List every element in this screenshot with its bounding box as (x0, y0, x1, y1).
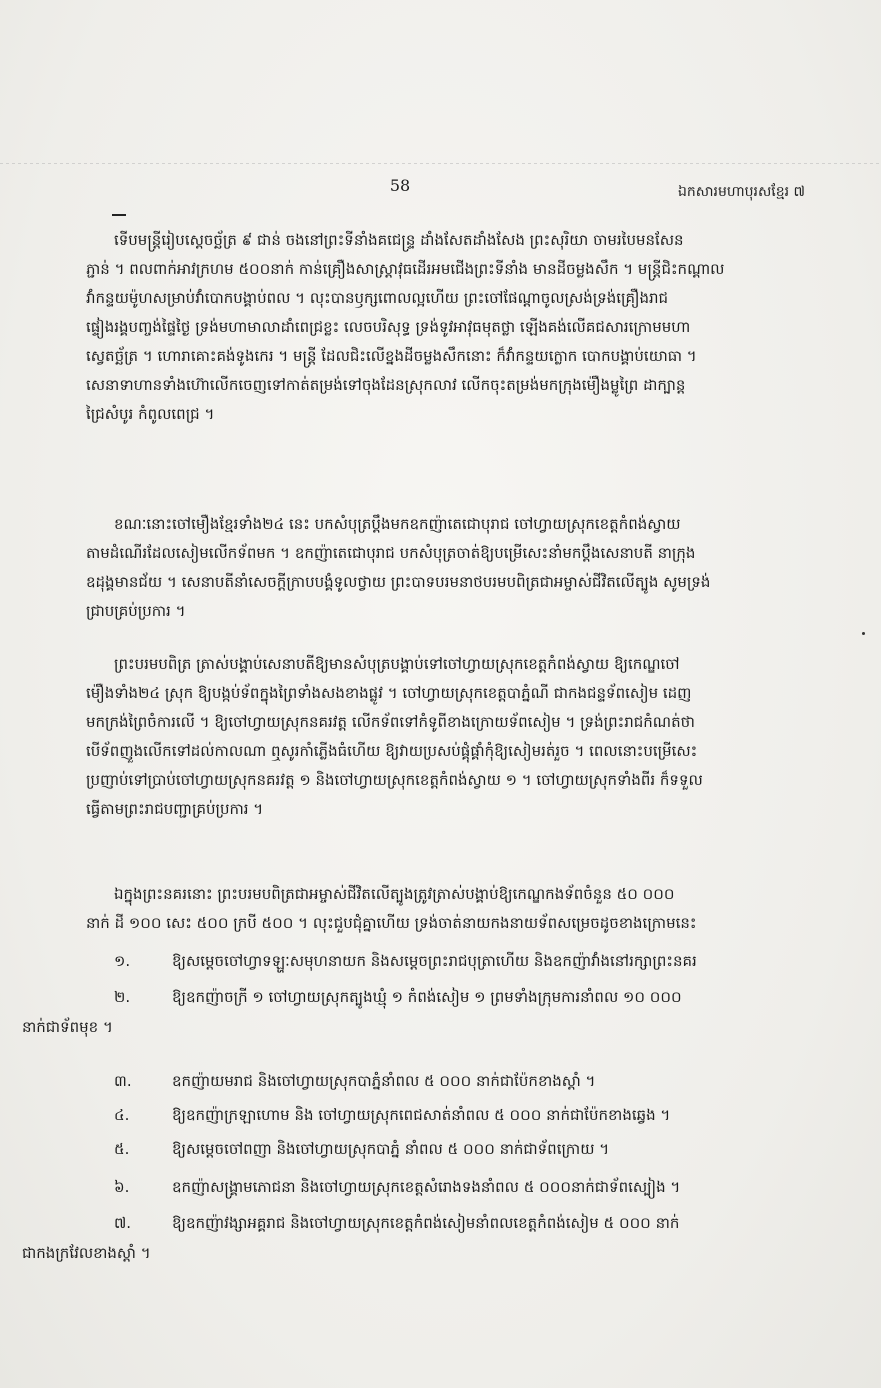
paragraph-line: សេនាទាហានទាំងហ៊ោលើកចេញទៅកាត់តម្រង់ទៅចុងដែនស្រុកលាវ លើកចុះតម្រង់មកក្រុងម៉ឿងម្លូព្រៃ ដាក្បាន្ត (86, 376, 686, 394)
paragraph-line: ឯក្នុងព្រះនគរនោះ ព្រះបរមបពិត្រជាអម្ចាស់ជីវិតលើត្បូងត្រូវត្រាស់បង្គាប់ឱ្យកេណ្ឌកងទ័ពចំនួន ៥០ ០០០ (114, 885, 675, 903)
list-text: ឱ្យសម្តេចចៅពញា និងចៅហ្វាយស្រុកបាភ្នំ នាំពល ៥ ០០០ នាក់ជាទ័ពក្រោយ ។ (172, 1140, 610, 1158)
paragraph-line: បើទ័ពញួងលើកទៅដល់កាលណា ឮសូរកាំភ្លើងធំហើយ ឱ្យវាយប្រសប់ផ្គុំផ្គាំកុំឱ្យសៀមរត់រួច ។ ពេលនោះបម្រើសេះ (86, 742, 698, 760)
list-item (22, 982, 750, 1042)
list-number: ៥. (114, 1140, 130, 1158)
paragraph-line: ភ្ជាន់ ។ ពលពាក់អាវក្រហម ៥០០នាក់ កាន់គ្រឿងសាស្ត្រាវុធដើរអមជើងព្រះទីនាំង មានដីចម្លងសឹក ។ មន្ត្រីជិះកណ្តាល (86, 260, 725, 278)
list-text: ឱ្យឧកញ៉ាក្រឡាហោម និង ចៅហ្វាយស្រុកពេជសាត់នាំពល ៥ ០០០ នាក់ជាប៉ែកខាងឆ្វេង ។ (172, 1106, 671, 1124)
page-number: 58 (389, 176, 411, 195)
paragraph-4 (86, 880, 750, 938)
margin-dash (112, 214, 126, 216)
paragraph-line: ផ្ទៀងរង្គបញ្ចង់ផ្ទៃថ្ងៃ ទ្រង់មហាមាលាដាំពេជ្រខ្លះ លេចបរិសុទ្ធ ទ្រង់ទូវអាវុធមុតថ្លា ឡើងគង់លើគជសារក្រោមមហា (86, 318, 691, 336)
list-item (86, 1172, 750, 1202)
list-number: ២. (114, 988, 131, 1006)
list-item (86, 946, 750, 976)
paragraph-line: តាមដំណើរដែលសៀមលើកទ័ពមក ។ ឧកញ៉ាតេជោបុរាជ បកសំបុត្រចាត់ឱ្យបម្រើសេះនាំមកប្តឹងសេនាបតី នាក្រុង (86, 544, 696, 562)
list-text: ឱ្យឧកញ៉ាវង្សាអគ្គរាជ និងចៅហ្វាយស្រុកខេត្តកំពង់សៀមនាំពលខេត្តកំពង់សៀម ៥ ០០០ នាក់ (172, 1214, 680, 1232)
list-text: ឱ្យសម្តេចចៅហ្វាទឡ្ហៈសមុហនាយក និងសម្តេចព្រះរាជបុត្រាហើយ និងឧកញ៉ាវាំងនៅរក្សាព្រះនគរ (172, 952, 697, 970)
running-title: ឯកសារមហាបុរសខ្មែរ ៧ (677, 184, 805, 200)
paragraph-line: ខណៈនោះចៅមឿងខ្មែរទាំង២៤ នេះ បកសំបុត្រប្តឹងមកឧកញ៉ាតេជោបុរាជ ចៅហ្វាយស្រុកខេត្តកំពង់ស្វាយ (114, 515, 681, 533)
paragraph-3 (86, 650, 750, 824)
paragraph-line: វាំកន្ទយម៉ូហសម្រាប់វាំបោកបង្គាប់ពល ។ លុះបានឫក្សពោលល្អហើយ ព្រះចៅផែណ្តាចូលស្រង់ទ្រង់គ្រឿងរាជ (86, 289, 669, 307)
paragraph-line: ទើបមន្ត្រីរៀបស្តេចច្ឆ័ត្រ ៩ ជាន់ ចងនៅព្រះទីនាំងគជេន្ទ្រ ដាំងសែតដាំងសែង ព្រះសុរិយា ចាមរបៃមនសែន (114, 231, 684, 249)
list-number: ៤. (114, 1106, 130, 1124)
list-continuation: ជាកងក្រវែលខាងស្តាំ ។ (22, 1244, 151, 1262)
list-item (86, 1066, 750, 1096)
scan-speck (862, 632, 865, 635)
list-text: ឧកញ៉ាសង្គ្រាមភោជនា និងចៅហ្វាយស្រុកខេត្តសំរោងទងនាំពល ៥ ០០០នាក់ជាទ័ពស្បៀង ។ (172, 1178, 681, 1196)
paragraph-1 (86, 226, 750, 429)
paragraph-line: ជ្រៃសំបូរ កំពូលពេជ្រ ។ (86, 405, 215, 423)
paragraph-line: នាក់ ដី ១០០ សេះ ៥០០ ក្របី ៥០០ ។ លុះជួបជុំគ្នាហើយ ទ្រង់ចាត់នាយកងនាយទ័ពសម្រេចដូចខាងក្រោមនេះ (86, 914, 697, 932)
paragraph-line: មកក្រង់ព្រៃចំការលើ ។ ឱ្យចៅហ្វាយស្រុកនគរវត្ត លើកទ័ពទៅកំទូពីខាងក្រោយទ័ពសៀម ។ ទ្រង់ព្រះរាជកំណត់ថា (86, 713, 695, 731)
list-text: ឱ្យឧកញ៉ាចក្រី ១ ចៅហ្វាយស្រុកត្បូងឃ្មុំ ១ កំពង់សៀម ១ ព្រមទាំងក្រុមការនាំពល ១០ ០០០ (172, 988, 682, 1006)
paragraph-line: ស្វេតច្ឆ័ត្រ ។ ហោរាគោះគង់ទូងកេរ ។ មន្ត្រី ដែលជិះលើខ្នងដីចម្លងសឹកនោះ ក៏វាំកន្ទយក្លោក បោកបង្គាប់យោធា ។ (86, 347, 697, 365)
list-number: ៣. (114, 1072, 132, 1090)
list-item (22, 1208, 750, 1268)
scan-fold-line (0, 163, 881, 164)
paragraph-line: ជ្រាបគ្រប់ប្រការ ។ (86, 602, 186, 620)
list-item (86, 1100, 750, 1130)
list-number: ១. (114, 952, 131, 970)
list-text: ឧកញ៉ាយមរាជ និងចៅហ្វាយស្រុកបាភ្នំនាំពល ៥ ០០០ នាក់ជាប៉ែកខាងស្តាំ ។ (172, 1072, 596, 1090)
list-continuation: នាក់ជាទ័ពមុខ ។ (22, 1018, 113, 1036)
paragraph-line: ម៉ឿងទាំង២៤ ស្រុក ឱ្យបង្កប់ទ័ពក្នុងព្រៃទាំងសងខាងផ្លូវ ។ ចៅហ្វាយស្រុកខេត្តបាភ្នំណី ជាកងជន្ទទ័ពសៀម ដេញ (86, 684, 692, 702)
list-item (86, 1134, 750, 1164)
list-number: ៧. (114, 1214, 132, 1232)
paragraph-line: ប្រញាប់ទៅប្រាប់ចៅហ្វាយស្រុកនគរវត្ត ១ និងចៅហ្វាយស្រុកខេត្តកំពង់ស្វាយ ១ ។ ចៅហ្វាយស្រុកទាំងពីរ ក៏ទទួល (86, 771, 703, 789)
list-number: ៦. (114, 1178, 130, 1196)
paragraph-2 (86, 510, 750, 626)
paragraph-line: ឧដុង្គមានជ័យ ។ សេនាបតីនាំសេចក្តីក្រាបបង្គំទូលថ្វាយ ព្រះបាទបរមនាថបរមបពិត្រជាអម្ចាស់ជីវិតលើត្បូង សូមទ្រង់ (86, 573, 711, 591)
paragraph-line: ធ្វើតាមព្រះរាជបញ្ជាគ្រប់ប្រការ ។ (86, 800, 264, 818)
paragraph-line: ព្រះបរមបពិត្រ ត្រាស់បង្គាប់សេនាបតីឱ្យមានសំបុត្របង្គាប់ទៅចៅហ្វាយស្រុកខេត្តកំពង់ស្វាយ ឱ្យកេណ្ឌចៅ (114, 655, 680, 673)
